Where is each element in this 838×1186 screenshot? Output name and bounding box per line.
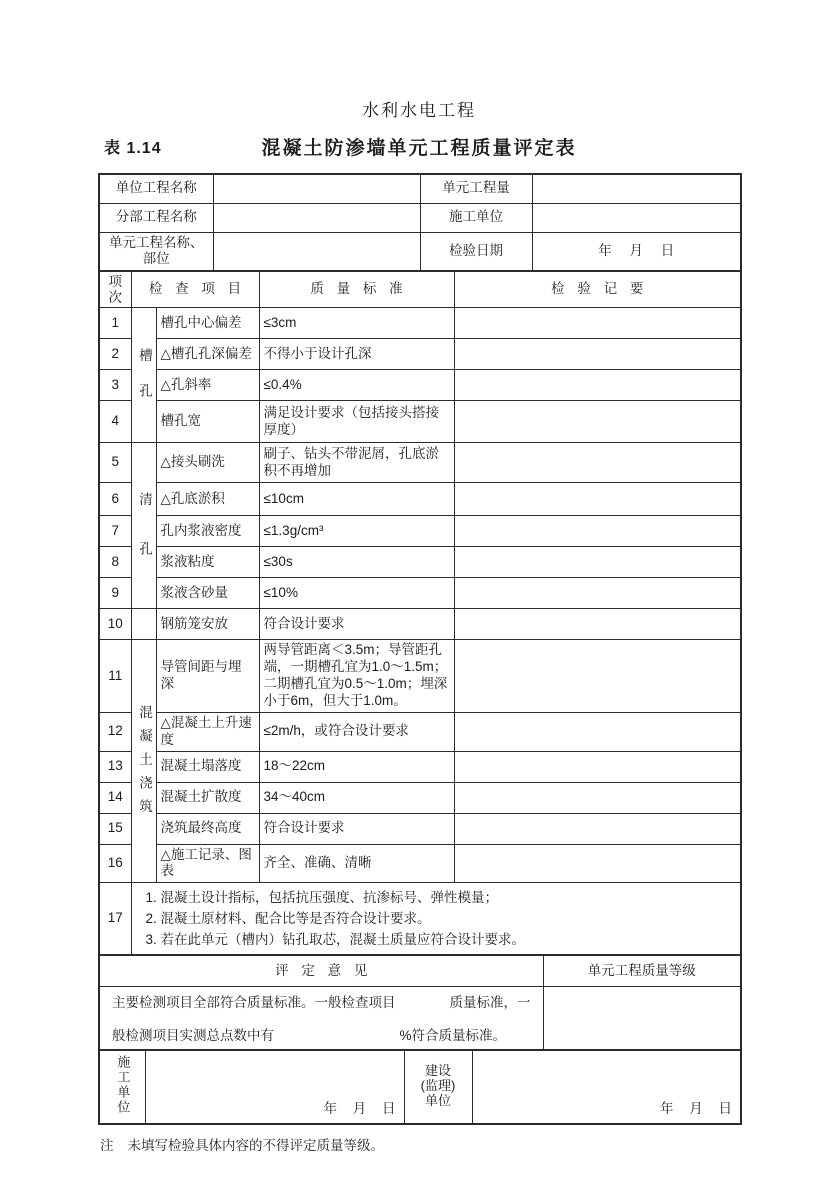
item-label: 浇筑最终高度 xyxy=(156,813,259,844)
row-index: 17 xyxy=(99,883,131,956)
group-label: 混凝土浇筑 xyxy=(136,705,152,823)
info-row xyxy=(99,174,741,203)
opinion-line1-left: 主要检测项目全部符合质量标准。一般检查项目 xyxy=(112,994,396,1010)
table-row xyxy=(99,547,741,578)
table-row xyxy=(99,401,741,443)
construction-unit-value xyxy=(532,203,741,232)
opinion-line-1 xyxy=(112,995,531,1012)
opinion-line-2 xyxy=(112,1028,531,1045)
unit-work-quantity-value xyxy=(532,174,741,203)
note-line-1: 1. 混凝土设计指标，包括抗压强度、抗渗标号、弹性模量； xyxy=(145,890,499,906)
title-row xyxy=(98,133,740,159)
unit-work-quantity-label: 单元工程量 xyxy=(420,174,532,203)
contractor-unit-label: 施工单位 xyxy=(99,1050,145,1124)
item-label: 槽孔宽 xyxy=(156,401,259,443)
unit-quality-grade-value xyxy=(543,986,741,1049)
check-items-table xyxy=(98,270,742,956)
item-label: 孔内浆液密度 xyxy=(156,516,259,547)
unit-quality-grade-header: 单元工程质量等级 xyxy=(543,955,741,986)
note-line-3: 3. 若在此单元（槽内）钻孔取芯，混凝土质量应符合设计要求。 xyxy=(145,932,526,948)
group-label: 清孔 xyxy=(136,491,152,591)
col-header-index: 项次 xyxy=(99,271,131,308)
record-cell xyxy=(454,609,741,640)
record-cell xyxy=(454,370,741,401)
row-index: 2 xyxy=(99,339,131,370)
row-index: 9 xyxy=(99,578,131,609)
record-cell xyxy=(454,844,741,883)
standard-text: 34～40cm xyxy=(259,782,454,813)
table-row xyxy=(99,443,741,483)
opinion-line2-right: %符合质量标准。 xyxy=(399,1027,507,1043)
item-label: △施工记录、图表 xyxy=(156,844,259,883)
unit-project-name-label: 单位工程名称 xyxy=(99,174,213,203)
row-index: 7 xyxy=(99,516,131,547)
standard-text: 符合设计要求 xyxy=(259,813,454,844)
evaluation-table xyxy=(98,954,742,1050)
col-header-standard: 质 量 标 准 xyxy=(259,271,454,308)
item-label: 钢筋笼安放 xyxy=(156,609,259,640)
standard-text: ≤2m/h，或符合设计要求 xyxy=(259,712,454,751)
group-cell-hole-cleaning xyxy=(131,443,156,609)
record-cell xyxy=(454,547,741,578)
project-info-table xyxy=(98,173,742,272)
evaluation-header-row xyxy=(99,955,741,986)
standard-text: ≤0.4% xyxy=(259,370,454,401)
note-line-2: 2. 混凝土原材料、配合比等是否符合设计要求。 xyxy=(145,911,431,927)
inspection-date-value: 年 月 日 xyxy=(532,232,741,271)
table-row xyxy=(99,640,741,713)
footnote xyxy=(98,1134,740,1154)
table-row xyxy=(99,370,741,401)
row-index: 10 xyxy=(99,609,131,640)
record-cell xyxy=(454,640,741,713)
row-index: 16 xyxy=(99,844,131,883)
col-header-record: 检 验 记 要 xyxy=(454,271,741,308)
standard-text: 18～22cm xyxy=(259,751,454,782)
table-row xyxy=(99,751,741,782)
standard-text: 刷子、钻头不带泥屑，孔底淤积不再增加 xyxy=(259,443,454,483)
item-label: 导管间距与埋深 xyxy=(156,640,259,713)
row-index: 15 xyxy=(99,813,131,844)
standard-text: ≤3cm xyxy=(259,308,454,339)
doc-heading: 水利水电工程 xyxy=(362,101,476,120)
item-label: △孔斜率 xyxy=(156,370,259,401)
evaluation-opinion-header: 评 定 意 见 xyxy=(99,955,543,986)
evaluation-opinion-body xyxy=(99,986,543,1049)
row-index: 5 xyxy=(99,443,131,483)
opinion-line1-right: 质量标准，一 xyxy=(449,994,531,1010)
item-label: △混凝土上升速度 xyxy=(156,712,259,751)
info-row xyxy=(99,232,741,271)
row-index: 12 xyxy=(99,712,131,751)
item-label: △槽孔孔深偏差 xyxy=(156,339,259,370)
item-label: △孔底淤积 xyxy=(156,483,259,516)
standard-text: ≤10cm xyxy=(259,483,454,516)
table-number: 表 1.14 xyxy=(104,140,162,157)
division-project-name-value xyxy=(213,203,420,232)
standard-text: 齐全、准确、清晰 xyxy=(259,844,454,883)
group-cell-slot-hole xyxy=(131,308,156,443)
item-label: 浆液含砂量 xyxy=(156,578,259,609)
footnote-text: 未填写检验具体内容的不得评定质量等级。 xyxy=(127,1137,384,1153)
construction-unit-label: 施工单位 xyxy=(420,203,532,232)
opinion-line2-left: 般检测项目实测总点数中有 xyxy=(112,1027,274,1043)
standard-text: 不得小于设计孔深 xyxy=(259,339,454,370)
standard-text: ≤30s xyxy=(259,547,454,578)
inspection-notes-cell xyxy=(131,883,741,956)
table-row xyxy=(99,578,741,609)
row-index: 11 xyxy=(99,640,131,713)
table-header-row xyxy=(99,271,741,308)
table-row xyxy=(99,712,741,751)
record-cell xyxy=(454,516,741,547)
row-index: 8 xyxy=(99,547,131,578)
group-cell-concrete-pouring xyxy=(131,640,156,883)
record-cell xyxy=(454,483,741,516)
table-row xyxy=(99,782,741,813)
standard-text: 符合设计要求 xyxy=(259,609,454,640)
contractor-signature-area xyxy=(145,1050,404,1124)
unit-project-name-value xyxy=(213,174,420,203)
record-cell xyxy=(454,308,741,339)
table-row xyxy=(99,844,741,883)
table-row xyxy=(99,516,741,547)
signature-row xyxy=(99,1050,741,1124)
table-row xyxy=(99,813,741,844)
form-sheet xyxy=(98,0,740,1154)
record-cell xyxy=(454,401,741,443)
row-index: 3 xyxy=(99,370,131,401)
supervisor-unit-label: 建设 (监理) 单位 xyxy=(404,1050,472,1124)
evaluation-body-row xyxy=(99,986,741,1049)
standard-text: 两导管距离＜3.5m；导管距孔端，一期槽孔宜为1.0～1.5m；二期槽孔宜为0.5～1.0m；埋深小于6m，但大于1.0m。 xyxy=(259,640,454,713)
table-row xyxy=(99,609,741,640)
supervisor-date: 年 月 日 xyxy=(659,1100,732,1116)
standard-text: ≤1.3g/cm³ xyxy=(259,516,454,547)
contractor-date: 年 月 日 xyxy=(323,1100,396,1116)
unit-project-part-label: 单元工程名称、部位 xyxy=(99,232,213,271)
row-index: 6 xyxy=(99,483,131,516)
row-index: 14 xyxy=(99,782,131,813)
supervisor-signature-area xyxy=(472,1050,741,1124)
standard-text: 满足设计要求（包括接头搭接厚度） xyxy=(259,401,454,443)
item-label: 浆液粘度 xyxy=(156,547,259,578)
standard-text: ≤10% xyxy=(259,578,454,609)
col-header-item: 检 查 项 目 xyxy=(131,271,259,308)
info-row xyxy=(99,203,741,232)
group-label: 槽孔 xyxy=(136,348,152,420)
record-cell xyxy=(454,339,741,370)
record-cell xyxy=(454,813,741,844)
record-cell xyxy=(454,712,741,751)
item-label: 槽孔中心偏差 xyxy=(156,308,259,339)
item-label: 混凝土扩散度 xyxy=(156,782,259,813)
page-title: 混凝土防渗墙单元工程质量评定表 xyxy=(261,138,577,159)
unit-project-part-value xyxy=(213,232,420,271)
footnote-prefix: 注 xyxy=(100,1137,114,1153)
row-index: 4 xyxy=(99,401,131,443)
signature-table xyxy=(98,1049,742,1125)
row-index: 13 xyxy=(99,751,131,782)
inspection-date-label: 检验日期 xyxy=(420,232,532,271)
group-cell-empty xyxy=(131,609,156,640)
division-project-name-label: 分部工程名称 xyxy=(99,203,213,232)
row-index: 1 xyxy=(99,308,131,339)
item-label: △接头刷洗 xyxy=(156,443,259,483)
table-row-notes xyxy=(99,883,741,956)
record-cell xyxy=(454,782,741,813)
item-label: 混凝土塌落度 xyxy=(156,751,259,782)
table-row xyxy=(99,483,741,516)
table-row xyxy=(99,308,741,339)
record-cell xyxy=(454,443,741,483)
record-cell xyxy=(454,578,741,609)
record-cell xyxy=(454,751,741,782)
table-row xyxy=(99,339,741,370)
